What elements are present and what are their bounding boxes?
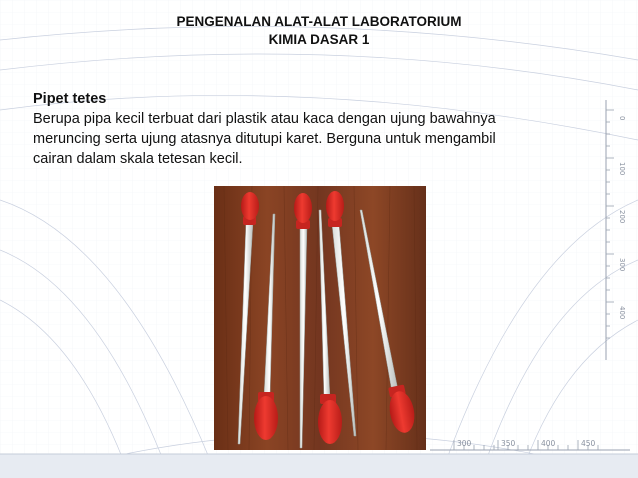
side-ruler-label: 300 [618, 258, 626, 272]
description-line: Berupa pipa kecil terbuat dari plastik atau kaca dengan ujung bawahnya [33, 111, 496, 127]
side-ruler-label: 200 [618, 210, 626, 224]
description-line: cairan dalam skala tetesan kecil. [33, 151, 243, 167]
bottom-ruler-label: 350 [501, 439, 516, 448]
title-line-2: KIMIA DASAR 1 [268, 32, 370, 47]
pipettes-photo [214, 186, 426, 450]
section-heading: Pipet tetes [33, 91, 107, 107]
side-ruler-label: 400 [618, 306, 626, 320]
description-text [33, 109, 573, 169]
bottom-ruler-label: 400 [541, 439, 556, 448]
slide-title [0, 13, 638, 49]
horizontal-ruler-decoration [430, 432, 630, 454]
side-ruler-label: 100 [618, 162, 626, 176]
side-ruler-label: 0 [618, 116, 626, 121]
vertical-ruler-decoration [600, 100, 630, 360]
bottom-ruler-label: 450 [581, 439, 596, 448]
description-line: meruncing serta ujung atasnya ditutupi karet. Berguna untuk mengambil [33, 131, 496, 147]
title-line-1: PENGENALAN ALAT-ALAT LABORATORIUM [176, 14, 462, 29]
bottom-ruler-label: 300 [457, 439, 472, 448]
